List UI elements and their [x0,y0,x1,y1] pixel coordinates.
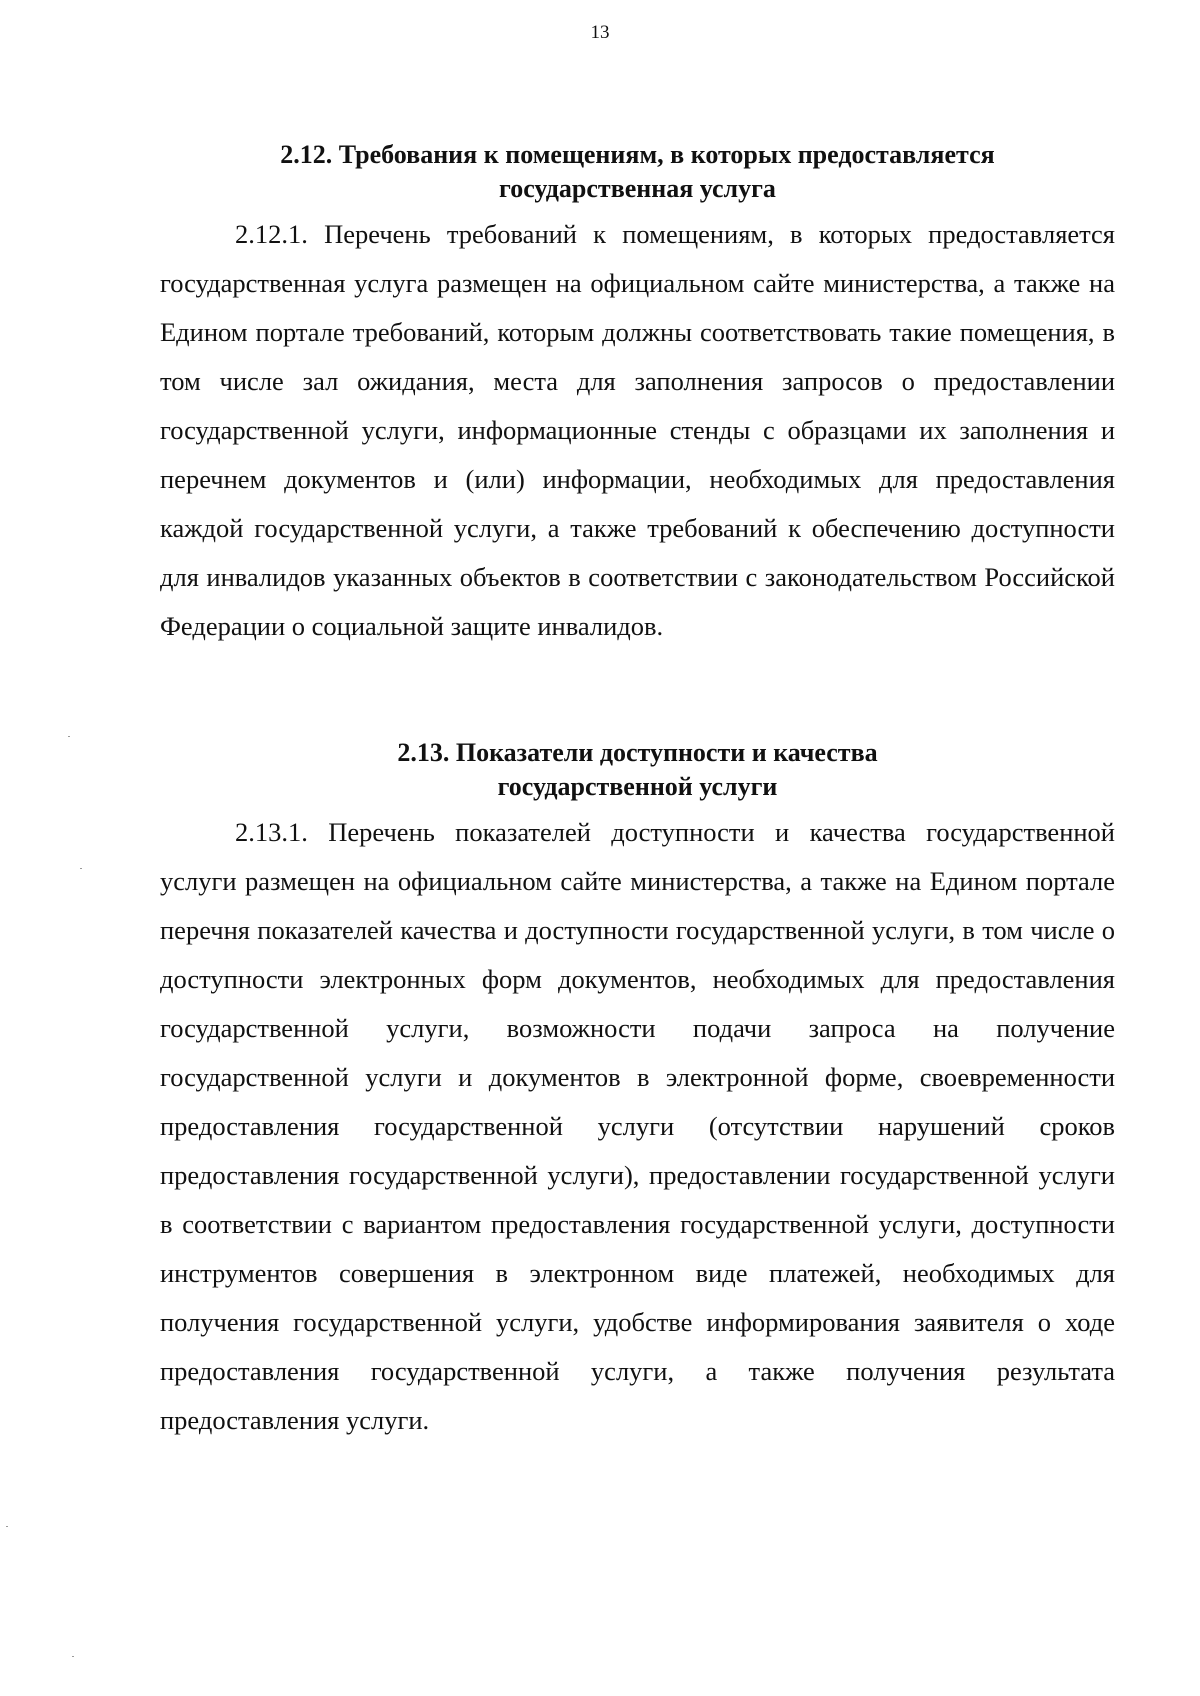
scan-speck [6,1526,8,1527]
section-heading-line-1: 2.13. Показатели доступности и качества [397,738,878,767]
section-2-12 [160,138,1115,651]
scan-speck [68,736,70,737]
scan-speck [72,1656,74,1657]
section-heading-line-2: государственная услуга [499,174,776,203]
section-paragraph: 2.13.1. Перечень показателей доступности и качества государственной услуги размещен на официальном сайте министерства, а также на Едином портале перечня показателей качества и доступности государственной услуги, в том числе о доступности электронных форм документов, необходимых для предоставления государственной услуги, возможности подачи запроса на получение государственной услуги и документов в электронной форме, своевременности предоставления государственной услуги (отсутствии нарушений сроков предоставления государственной услуги), предоставлении государственной услуги в соответствии с вариантом предоставления государственной услуги, доступности инструментов совершения в электронном виде платежей, необходимых для получения государственной услуги, удобстве информирования заявителя о ходе предоставления государственной услуги, а также получения результата предоставления услуги. [160,817,1115,1435]
section-heading [160,138,1115,206]
page-number: 13 [590,22,610,43]
section-heading-line-2: государственной услуги [497,772,778,801]
section-heading [160,736,1115,804]
scan-speck [80,868,82,869]
section-2-13 [160,736,1115,1445]
section-heading-line-1: 2.12. Требования к помещениям, в которых предоставляется [280,140,995,169]
section-paragraph: 2.12.1. Перечень требований к помещениям, в которых предоставляется государственная услуга размещен на официальном сайте министерства, а также на Едином портале требований, которым должны соответствовать такие помещения, в том числе зал ожидания, места для заполнения запросов о предоставлении государственной услуги, информационные стенды с образцами их заполнения и перечнем документов и (или) информации, необходимых для предоставления каждой государственной услуги, а также требований к обеспечению доступности для инвалидов указанных объектов в соответствии с законодательством Российской Федерации о социальной защите инвалидов. [160,219,1115,641]
